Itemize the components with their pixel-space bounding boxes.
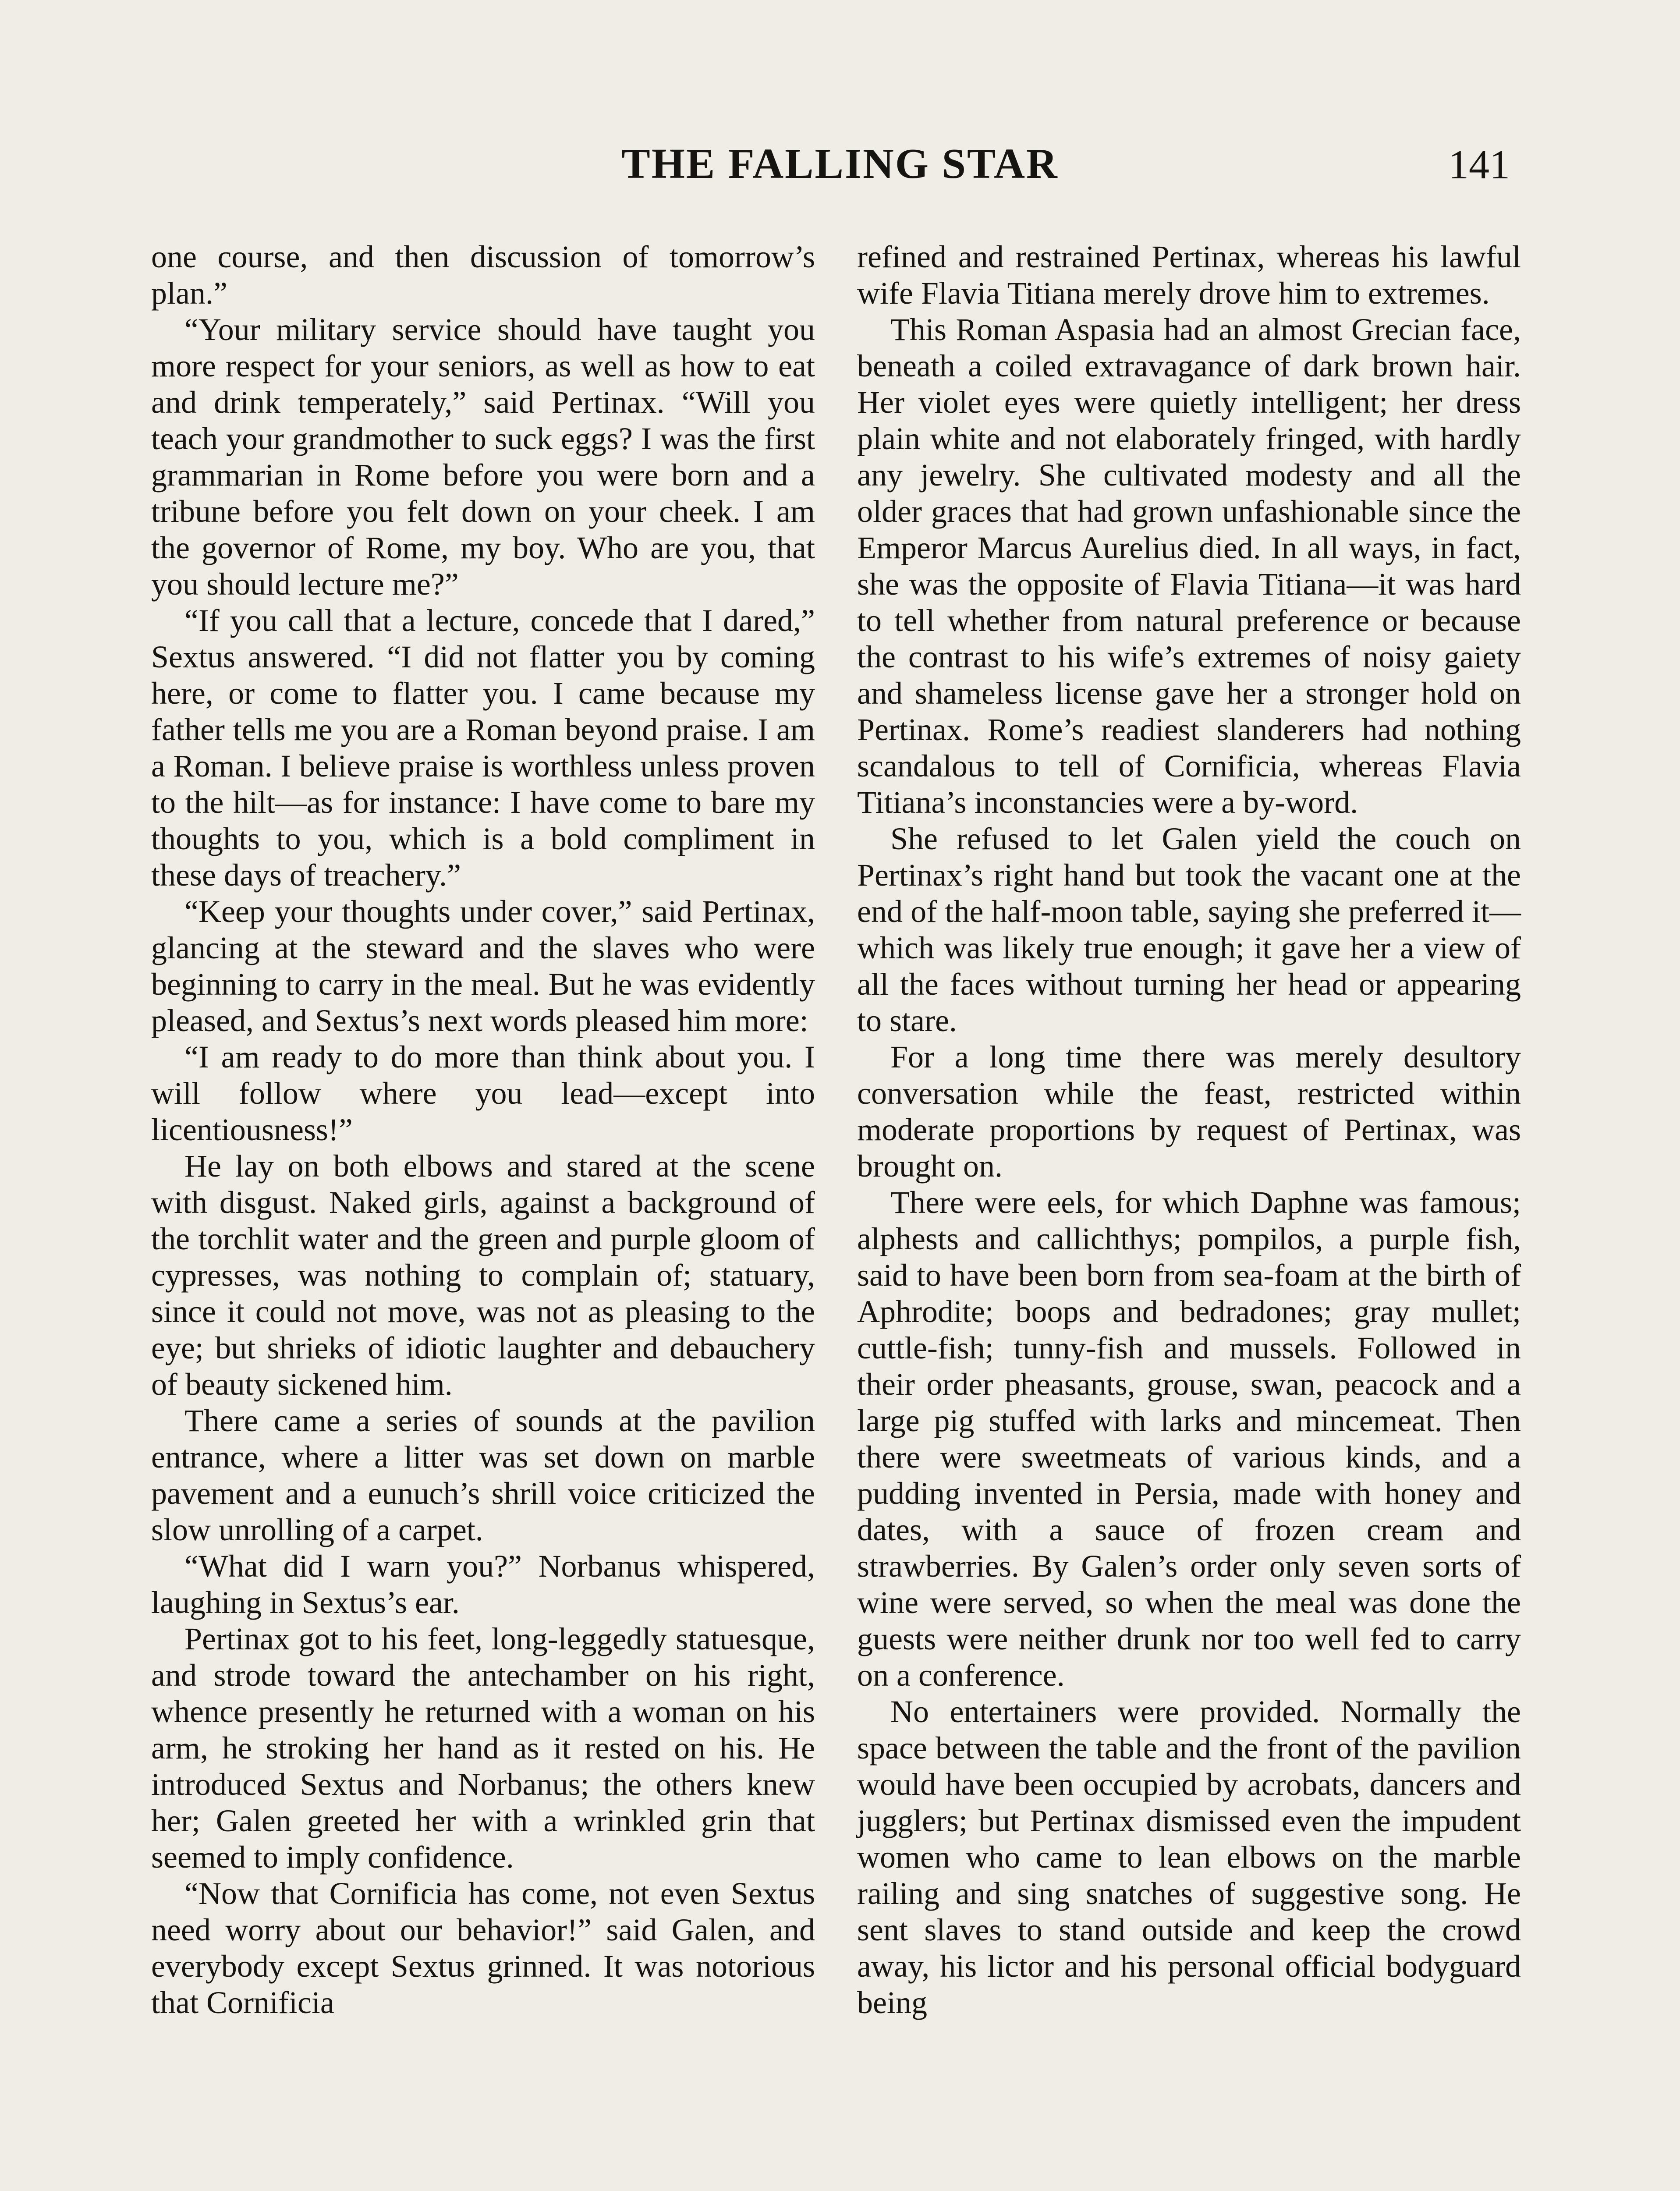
page-number: 141 (1448, 142, 1510, 188)
paragraph: She refused to let Galen yield the couch on Pertinax’s right hand but took the vacant one at the end of the half-moon table, saying she preferred it—which was likely true enough; it gave her a view of all the faces without turning her head or appearing to stare. (857, 821, 1521, 1038)
paragraph: one course, and then discussion of tomorrow’s plan.” (151, 239, 815, 311)
paragraph: “If you call that a lecture, concede that I dared,” Sextus answered. “I did not flatter you by coming here, or come to flatter you. I came because my father tells me you are a Roman beyond praise. I am a Roman. I believe praise is worthless unless proven to the hilt—as for instance: I have come to bare my thoughts to you, which is a bold compliment in these days of treachery.” (151, 603, 815, 893)
paragraph: This Roman Aspasia had an almost Grecian face, beneath a coiled extravagance of dark brown hair. Her violet eyes were quietly intelligent; her dress plain white and not elaborately fringed, with hardly any jewelry. She cultivated modesty and all the older graces that had grown unfashionable since the Emperor Marcus Aurelius died. In all ways, in fact, she was the opposite of Flavia Titiana—it was hard to tell whether from natural preference or because the contrast to his wife’s extremes of noisy gaiety and shameless license gave her a stronger hold on Pertinax. Rome’s readiest slanderers had nothing scandalous to tell of Cornificia, whereas Flavia Titiana’s inconstancies were a by-word. (857, 312, 1521, 820)
right-column (857, 239, 1521, 2021)
paragraph: “I am ready to do more than think about you. I will follow where you lead—except into licentiousness!” (151, 1039, 815, 1147)
paragraph: No entertainers were provided. Normally the space between the table and the front of the pavilion would have been occupied by acrobats, dancers and jugglers; but Pertinax dismissed even the impudent women who came to lean elbows on the marble railing and sing snatches of suggestive song. He sent slaves to stand outside and keep the crowd away, his lictor and his personal official bodyguard being (857, 1694, 1521, 2020)
paragraph: “What did I warn you?” Norbanus whispered, laughing in Sextus’s ear. (151, 1549, 815, 1620)
paragraph: refined and restrained Pertinax, whereas his lawful wife Flavia Titiana merely drove him to extremes. (857, 239, 1521, 311)
paragraph: “Keep your thoughts under cover,” said Pertinax, glancing at the steward and the slaves who were beginning to carry in the meal. But he was evidently pleased, and Sextus’s next words pleased him more: (151, 894, 815, 1038)
paragraph: “Now that Cornificia has come, not even Sextus need worry about our behavior!” said Galen, and everybody except Sextus grinned. It was notorious that Cornificia (151, 1876, 815, 2020)
paragraph: For a long time there was merely desultory conversation while the feast, restricted within moderate proportions by request of Pertinax, was brought on. (857, 1039, 1521, 1184)
paragraph: There came a series of sounds at the pavilion entrance, where a litter was set down on marble pavement and a eunuch’s shrill voice criticized the slow unrolling of a carpet. (151, 1403, 815, 1547)
left-column (151, 239, 815, 2021)
paragraph: There were eels, for which Daphne was famous; alphests and callichthys; pompilos, a purple fish, said to have been born from sea-foam at the birth of Aphrodite; boops and bedradones; gray mullet; cuttle-fish; tunny-fish and mussels. Followed in their order pheasants, grouse, swan, peacock and a large pig stuffed with larks and mincemeat. Then there were sweetmeats of various kinds, and a pudding invented in Persia, made with honey and dates, with a sauce of frozen cream and strawberries. By Galen’s order only seven sorts of wine were served, so when the meal was done the guests were neither drunk nor too well fed to carry on a conference. (857, 1185, 1521, 1693)
page-title: THE FALLING STAR (621, 140, 1059, 188)
paragraph: “Your military service should have taught you more respect for your seniors, as well as how to eat and drink temperately,” said Pertinax. “Will you teach your grandmother to suck eggs? I was the first grammarian in Rome before you were born and a tribune before you felt down on your cheek. I am the governor of Rome, my boy. Who are you, that you should lecture me?” (151, 312, 815, 602)
paragraph: He lay on both elbows and stared at the scene with disgust. Naked girls, against a background of the torchlit water and the green and purple gloom of cypresses, was nothing to complain of; statuary, since it could not move, was not as pleasing to the eye; but shrieks of idiotic laughter and debauchery of beauty sickened him. (151, 1149, 815, 1402)
paragraph: Pertinax got to his feet, long-leggedly statuesque, and strode toward the antechamber on his right, whence presently he returned with a woman on his arm, he stroking her hand as it rested on his. He introduced Sextus and Norbanus; the others knew her; Galen greeted her with a wrinkled grin that seemed to imply confidence. (151, 1621, 815, 1875)
